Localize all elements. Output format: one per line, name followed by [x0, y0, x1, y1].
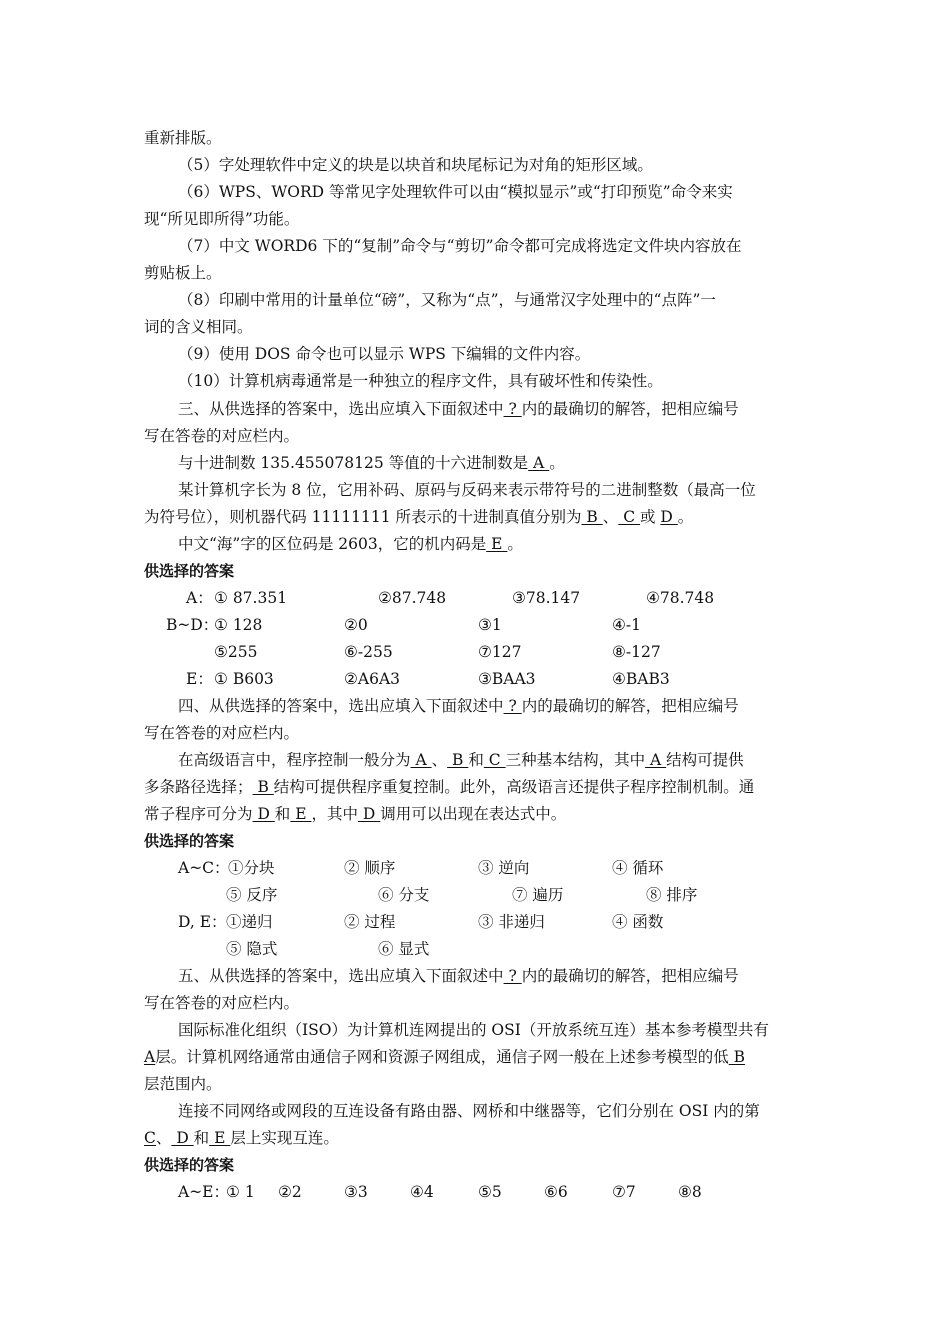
option: ⑧8	[678, 1183, 702, 1201]
section-4-instruction: 四、从供选择的答案中，选出应填入下面叙述中 ? 内的最确切的解答，把相应编号	[178, 697, 739, 715]
option: ②87.748	[378, 589, 447, 607]
answer-blank: A	[410, 751, 432, 769]
answer-blank: A	[528, 454, 550, 472]
answer-blank: D	[252, 805, 275, 823]
option: ③ 逆向	[478, 859, 530, 877]
paragraph-line: 重新排版。	[144, 129, 222, 147]
option-label: A~C：	[178, 859, 230, 877]
option-label: E：	[186, 670, 213, 688]
blank-marker: ?	[503, 400, 522, 418]
option: ⑧ 排序	[646, 886, 698, 904]
section-number: 五、	[178, 967, 210, 985]
answer-blank: D	[171, 1129, 194, 1147]
answer-blank: C	[144, 1129, 156, 1147]
option: ①分块	[228, 859, 275, 877]
paragraph-line: 现“所见即所得”功能。	[144, 210, 300, 228]
option: ⑤ 隐式	[226, 940, 278, 958]
option: ⑤5	[478, 1183, 502, 1201]
answer-blank: D	[358, 805, 381, 823]
option: ③3	[344, 1183, 368, 1201]
option: ⑥ 显式	[378, 940, 430, 958]
option-label: B~D：	[166, 616, 219, 634]
option: ②A6A3	[344, 670, 401, 688]
judgement-item-8: （8）印刷中常用的计量单位“磅”，又称为“点”，与通常汉字处理中的“点阵”一	[178, 291, 716, 309]
question-line: 多条路径选择； B 结构可提供程序重复控制。此外，高级语言还提供子程序控制机制。通	[144, 778, 755, 796]
section-3-instruction: 三、从供选择的答案中，选出应填入下面叙述中 ? 内的最确切的解答，把相应编号	[178, 400, 739, 418]
option: ① 1	[226, 1183, 255, 1201]
question-line: 在高级语言中，程序控制一般分为 A 、 B 和 C 三种基本结构，其中 A 结构可提供	[178, 751, 744, 769]
option: ② 过程	[344, 913, 396, 931]
section-number: 三、	[178, 400, 210, 418]
question-line: 与十进制数 135.455078125 等值的十六进制数是 A 。	[178, 454, 565, 472]
option: ① 128	[214, 616, 263, 634]
question-line: 中文“海”字的区位码是 2603，它的机内码是 E 。	[178, 535, 523, 553]
paragraph-line: 写在答卷的对应栏内。	[144, 994, 300, 1012]
option-label: A~E：	[178, 1183, 229, 1201]
answer-blank: A	[144, 1048, 156, 1066]
blank-marker: ?	[503, 967, 522, 985]
option-label: D, E：	[178, 913, 227, 931]
option: ① 87.351	[214, 589, 288, 607]
option: ① B603	[214, 670, 274, 688]
answer-blank: E	[486, 535, 508, 553]
option-label: A：	[186, 589, 213, 607]
question-line: A层。计算机网络通常由通信子网和资源子网组成，通信子网一般在上述参考模型的低 B	[144, 1048, 746, 1066]
judgement-item-5: （5）字处理软件中定义的块是以块首和块尾标记为对角的矩形区域。	[178, 156, 653, 174]
question-line: 国际标准化组织（ISO）为计算机连网提出的 OSI（开放系统互连）基本参考模型共有	[178, 1021, 769, 1039]
paragraph-line: 剪贴板上。	[144, 264, 222, 282]
option: ④BAB3	[612, 670, 670, 688]
answer-blank: B	[447, 751, 469, 769]
question-line: C、 D 和 E 层上实现互连。	[144, 1129, 339, 1147]
option: ③ 非递归	[478, 913, 545, 931]
judgement-item-10: （10）计算机病毒通常是一种独立的程序文件，具有破坏性和传染性。	[178, 372, 663, 390]
option: ② 顺序	[344, 859, 396, 877]
option: ③78.147	[512, 589, 581, 607]
answer-blank: B	[728, 1048, 746, 1066]
answer-blank: B	[581, 508, 603, 526]
question-line: 为符号位），则机器代码 11111111 所表示的十进制真值分别为 B 、 C 或 D 。	[144, 508, 694, 526]
section-5-instruction: 五、从供选择的答案中，选出应填入下面叙述中 ? 内的最确切的解答，把相应编号	[178, 967, 739, 985]
answer-blank: A	[645, 751, 667, 769]
section-number: 四、	[178, 697, 210, 715]
question-line: 某计算机字长为 8 位，它用补码、原码与反码来表示带符号的二进制整数（最高一位	[178, 481, 756, 499]
answer-blank: C	[483, 751, 506, 769]
option: ④-1	[612, 616, 641, 634]
option: ②0	[344, 616, 368, 634]
option: ⑤255	[214, 643, 258, 661]
option: ④ 函数	[612, 913, 664, 931]
question-line: 连接不同网络或网段的互连设备有路由器、网桥和中继器等，它们分别在 OSI 内的第	[178, 1102, 760, 1120]
option: ④ 循环	[612, 859, 664, 877]
option: ⑧-127	[612, 643, 661, 661]
answers-heading: 供选择的答案	[144, 1156, 235, 1174]
answer-blank: C	[618, 508, 640, 526]
answers-heading: 供选择的答案	[144, 562, 235, 580]
answer-blank: E	[290, 805, 312, 823]
option: ⑦ 遍历	[512, 886, 564, 904]
option: ③BAA3	[478, 670, 536, 688]
paragraph-line: 写在答卷的对应栏内。	[144, 724, 300, 742]
option: ⑦127	[478, 643, 522, 661]
question-line: 层范围内。	[144, 1075, 222, 1093]
paragraph-line: 词的含义相同。	[144, 318, 253, 336]
judgement-item-6: （6）WPS、WORD 等常见字处理软件可以由“模拟显示”或“打印预览”命令来实	[178, 183, 733, 201]
option: ①递归	[226, 913, 273, 931]
judgement-item-7: （7）中文 WORD6 下的“复制”命令与“剪切”命令都可完成将选定文件块内容放在	[178, 237, 742, 255]
question-line: 常子程序可分为 D 和 E ，其中 D 调用可以出现在表达式中。	[144, 805, 567, 823]
option: ④4	[410, 1183, 434, 1201]
answer-blank: B	[252, 778, 274, 796]
answer-blank: E	[209, 1129, 231, 1147]
answer-blank: D	[660, 508, 678, 526]
judgement-item-9: （9）使用 DOS 命令也可以显示 WPS 下编辑的文件内容。	[178, 345, 591, 363]
option: ⑦7	[612, 1183, 636, 1201]
option: ②2	[278, 1183, 302, 1201]
paragraph-line: 写在答卷的对应栏内。	[144, 427, 300, 445]
option: ⑥6	[544, 1183, 568, 1201]
option: ⑤ 反序	[226, 886, 278, 904]
answers-heading: 供选择的答案	[144, 832, 235, 850]
option: ⑥-255	[344, 643, 393, 661]
option: ④78.748	[646, 589, 715, 607]
blank-marker: ?	[503, 697, 522, 715]
option: ⑥ 分支	[378, 886, 430, 904]
option: ③1	[478, 616, 502, 634]
